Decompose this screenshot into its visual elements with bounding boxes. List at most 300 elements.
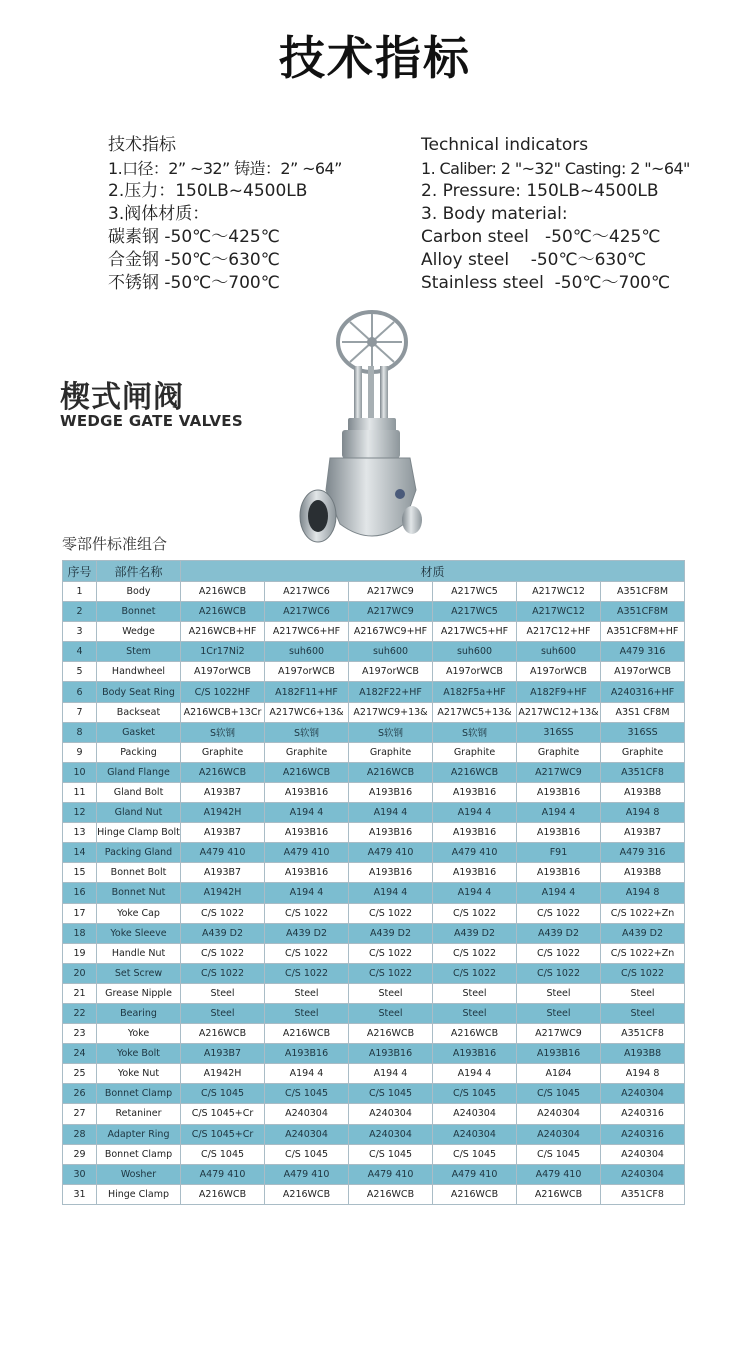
cell-material-4: A217WC5 bbox=[433, 602, 517, 622]
cell-material-2: A439 D2 bbox=[265, 923, 349, 943]
cell-material-1: C/S 1022 bbox=[181, 943, 265, 963]
cell-material-2: A217WC6+13& bbox=[265, 702, 349, 722]
cell-part-name: Backseat bbox=[97, 702, 181, 722]
cell-part-name: Yoke Sleeve bbox=[97, 923, 181, 943]
table-row bbox=[63, 1044, 685, 1064]
cell-part-name: Wosher bbox=[97, 1164, 181, 1184]
cell-material-4: A182F5a+HF bbox=[433, 682, 517, 702]
cell-part-name: Gland Flange bbox=[97, 762, 181, 782]
cell-material-4: Steel bbox=[433, 983, 517, 1003]
cell-material-3: A182F22+HF bbox=[349, 682, 433, 702]
cell-material-5: A1Ø4 bbox=[517, 1064, 601, 1084]
cell-material-5: A194 4 bbox=[517, 883, 601, 903]
table-row bbox=[63, 983, 685, 1003]
cell-material-1: A216WCB bbox=[181, 602, 265, 622]
cell-part-name: Set Screw bbox=[97, 963, 181, 983]
cell-material-3: A217WC9 bbox=[349, 582, 433, 602]
cell-part-name: Retaniner bbox=[97, 1104, 181, 1124]
cell-material-3: A217WC9+13& bbox=[349, 702, 433, 722]
cell-material-2: A217WC6 bbox=[265, 582, 349, 602]
cell-material-3: Graphite bbox=[349, 742, 433, 762]
table-row bbox=[63, 742, 685, 762]
product-name-cn: 楔式闸阀 bbox=[60, 380, 184, 415]
cell-no: 17 bbox=[63, 903, 97, 923]
cell-material-2: A194 4 bbox=[265, 803, 349, 823]
specs-cn-pressure: 2.压力：150LB~4500LB bbox=[108, 181, 308, 201]
cell-material-1: A193B7 bbox=[181, 782, 265, 802]
cell-material-2: Steel bbox=[265, 983, 349, 1003]
cell-material-5: suh600 bbox=[517, 642, 601, 662]
table-row bbox=[63, 903, 685, 923]
cell-material-6: Graphite bbox=[601, 742, 685, 762]
cell-material-4: suh600 bbox=[433, 642, 517, 662]
cell-material-6: A197orWCB bbox=[601, 662, 685, 682]
cell-material-5: A193B16 bbox=[517, 782, 601, 802]
cell-material-1: A216WCB bbox=[181, 582, 265, 602]
product-name-en: WEDGE GATE VALVES bbox=[60, 412, 243, 430]
cell-material-2: A240304 bbox=[265, 1124, 349, 1144]
cell-material-6: Steel bbox=[601, 983, 685, 1003]
cell-material-4: C/S 1022 bbox=[433, 903, 517, 923]
cell-part-name: Hinge Clamp Bolt bbox=[97, 823, 181, 843]
cell-material-3: A216WCB bbox=[349, 1184, 433, 1204]
cell-part-name: Bonnet Bolt bbox=[97, 863, 181, 883]
cell-material-3: A193B16 bbox=[349, 863, 433, 883]
cell-no: 16 bbox=[63, 883, 97, 903]
cell-material-4: C/S 1045 bbox=[433, 1144, 517, 1164]
cell-material-1: A1942H bbox=[181, 803, 265, 823]
table-row bbox=[63, 863, 685, 883]
cell-material-6: A479 316 bbox=[601, 843, 685, 863]
cell-material-2: C/S 1022 bbox=[265, 943, 349, 963]
cell-part-name: Gasket bbox=[97, 722, 181, 742]
cell-material-3: A216WCB bbox=[349, 762, 433, 782]
cell-material-2: C/S 1022 bbox=[265, 963, 349, 983]
cell-material-4: A479 410 bbox=[433, 843, 517, 863]
cell-material-1: A216WCB+HF bbox=[181, 622, 265, 642]
cell-material-5: C/S 1022 bbox=[517, 963, 601, 983]
cell-material-2: A216WCB bbox=[265, 1024, 349, 1044]
cell-part-name: Bearing bbox=[97, 1003, 181, 1023]
cell-part-name: Gland Nut bbox=[97, 803, 181, 823]
cell-material-5: Steel bbox=[517, 1003, 601, 1023]
cell-part-name: Body bbox=[97, 582, 181, 602]
cell-material-6: A240316+HF bbox=[601, 682, 685, 702]
cell-material-1: C/S 1045+Cr bbox=[181, 1124, 265, 1144]
cell-no: 29 bbox=[63, 1144, 97, 1164]
cell-material-2: A193B16 bbox=[265, 1044, 349, 1064]
cell-material-5: C/S 1022 bbox=[517, 903, 601, 923]
cell-no: 23 bbox=[63, 1024, 97, 1044]
cell-part-name: Bonnet Clamp bbox=[97, 1084, 181, 1104]
cell-material-3: C/S 1022 bbox=[349, 963, 433, 983]
table-header-row bbox=[63, 561, 685, 582]
cell-material-5: A217WC9 bbox=[517, 1024, 601, 1044]
cell-material-1: C/S 1022 bbox=[181, 903, 265, 923]
cell-material-6: A351CF8M bbox=[601, 582, 685, 602]
cell-material-3: A479 410 bbox=[349, 843, 433, 863]
cell-no: 14 bbox=[63, 843, 97, 863]
cell-material-2: C/S 1045 bbox=[265, 1144, 349, 1164]
cell-no: 13 bbox=[63, 823, 97, 843]
cell-material-2: A194 4 bbox=[265, 1064, 349, 1084]
cell-material-5: F91 bbox=[517, 843, 601, 863]
cell-material-3: A240304 bbox=[349, 1104, 433, 1124]
header-part-name: 部件名称 bbox=[97, 561, 181, 582]
cell-material-2: A479 410 bbox=[265, 1164, 349, 1184]
table-row bbox=[63, 1104, 685, 1124]
cell-part-name: Packing Gland bbox=[97, 843, 181, 863]
cell-material-1: A216WCB bbox=[181, 762, 265, 782]
cell-material-3: C/S 1022 bbox=[349, 943, 433, 963]
specs-cn-carbon: 碳素钢 -50℃～425℃ bbox=[108, 227, 280, 247]
cell-material-3: C/S 1022 bbox=[349, 903, 433, 923]
cell-material-2: A197orWCB bbox=[265, 662, 349, 682]
cell-material-5: A240304 bbox=[517, 1124, 601, 1144]
cell-material-5: C/S 1045 bbox=[517, 1144, 601, 1164]
cell-material-2: A193B16 bbox=[265, 823, 349, 843]
cell-material-4: A240304 bbox=[433, 1104, 517, 1124]
cell-material-1: A216WCB bbox=[181, 1024, 265, 1044]
cell-material-4: A216WCB bbox=[433, 1024, 517, 1044]
cell-material-3: A194 4 bbox=[349, 803, 433, 823]
table-row bbox=[63, 582, 685, 602]
cell-material-1: Graphite bbox=[181, 742, 265, 762]
table-row bbox=[63, 642, 685, 662]
specs-cn-stainless: 不锈钢 -50℃～700℃ bbox=[108, 273, 280, 293]
cell-part-name: Grease Nipple bbox=[97, 983, 181, 1003]
specs-en-heading: Technical indicators bbox=[421, 135, 589, 155]
cell-material-3: A479 410 bbox=[349, 1164, 433, 1184]
cell-material-6: Steel bbox=[601, 1003, 685, 1023]
cell-material-1: A479 410 bbox=[181, 843, 265, 863]
cell-material-3: suh600 bbox=[349, 642, 433, 662]
specs-en-carbon: Carbon steel -50℃～425℃ bbox=[421, 227, 661, 247]
cell-material-4: A194 4 bbox=[433, 883, 517, 903]
cell-material-6: A194 8 bbox=[601, 803, 685, 823]
cell-material-4: A194 4 bbox=[433, 803, 517, 823]
cell-part-name: Bonnet Nut bbox=[97, 883, 181, 903]
table-row bbox=[63, 702, 685, 722]
cell-material-4: A217WC5 bbox=[433, 582, 517, 602]
cell-material-1: Steel bbox=[181, 1003, 265, 1023]
cell-material-6: A240304 bbox=[601, 1164, 685, 1184]
cell-material-1: S软钢 bbox=[181, 722, 265, 742]
specs-cn-caliber: 1.口径：2” ~32” 铸造：2” ~64” bbox=[108, 159, 342, 178]
cell-material-1: A1942H bbox=[181, 1064, 265, 1084]
cell-material-5: A217WC12+13& bbox=[517, 702, 601, 722]
cell-no: 28 bbox=[63, 1124, 97, 1144]
cell-material-5: C/S 1022 bbox=[517, 943, 601, 963]
cell-material-5: A182F9+HF bbox=[517, 682, 601, 702]
cell-material-5: Steel bbox=[517, 983, 601, 1003]
cell-no: 1 bbox=[63, 582, 97, 602]
cell-material-4: A217WC5+HF bbox=[433, 622, 517, 642]
table-row bbox=[63, 622, 685, 642]
cell-material-6: C/S 1022+Zn bbox=[601, 943, 685, 963]
cell-no: 8 bbox=[63, 722, 97, 742]
cell-material-3: A240304 bbox=[349, 1124, 433, 1144]
header-no: 序号 bbox=[63, 561, 97, 582]
cell-material-3: A216WCB bbox=[349, 1024, 433, 1044]
cell-part-name: Yoke Nut bbox=[97, 1064, 181, 1084]
cell-material-5: C/S 1045 bbox=[517, 1084, 601, 1104]
cell-material-2: C/S 1045 bbox=[265, 1084, 349, 1104]
cell-no: 20 bbox=[63, 963, 97, 983]
cell-material-6: A351CF8 bbox=[601, 1184, 685, 1204]
cell-part-name: Gland Bolt bbox=[97, 782, 181, 802]
cell-part-name: Wedge bbox=[97, 622, 181, 642]
cell-material-4: A193B16 bbox=[433, 863, 517, 883]
cell-material-6: A240316 bbox=[601, 1104, 685, 1124]
cell-no: 11 bbox=[63, 782, 97, 802]
table-row bbox=[63, 602, 685, 622]
cell-material-5: A217C12+HF bbox=[517, 622, 601, 642]
table-row bbox=[63, 1024, 685, 1044]
cell-material-5: Graphite bbox=[517, 742, 601, 762]
table-row bbox=[63, 803, 685, 823]
cell-material-4: A439 D2 bbox=[433, 923, 517, 943]
specs-en-stainless: Stainless steel -50℃～700℃ bbox=[421, 273, 671, 293]
specs-cn-body-material: 3.阀体材质： bbox=[108, 204, 210, 224]
cell-material-4: Graphite bbox=[433, 742, 517, 762]
table-row bbox=[63, 1064, 685, 1084]
cell-material-5: A439 D2 bbox=[517, 923, 601, 943]
cell-material-4: A193B16 bbox=[433, 782, 517, 802]
cell-material-6: A351CF8M bbox=[601, 602, 685, 622]
cell-material-4: C/S 1045 bbox=[433, 1084, 517, 1104]
specs-en-alloy: Alloy steel -50℃～630℃ bbox=[421, 250, 647, 270]
cell-material-2: A216WCB bbox=[265, 1184, 349, 1204]
cell-material-1: A193B7 bbox=[181, 1044, 265, 1064]
cell-part-name: Stem bbox=[97, 642, 181, 662]
cell-part-name: Handwheel bbox=[97, 662, 181, 682]
table-body bbox=[63, 582, 685, 1205]
parts-material-table bbox=[62, 560, 685, 1205]
cell-material-4: A197orWCB bbox=[433, 662, 517, 682]
cell-material-1: A216WCB+13Cr bbox=[181, 702, 265, 722]
cell-material-5: A240304 bbox=[517, 1104, 601, 1124]
table-caption: 零部件标准组合 bbox=[62, 535, 168, 553]
cell-material-3: A2167WC9+HF bbox=[349, 622, 433, 642]
cell-material-4: A217WC5+13& bbox=[433, 702, 517, 722]
cell-part-name: Packing bbox=[97, 742, 181, 762]
cell-material-2: A182F11+HF bbox=[265, 682, 349, 702]
cell-material-5: A217WC9 bbox=[517, 762, 601, 782]
cell-part-name: Bonnet Clamp bbox=[97, 1144, 181, 1164]
cell-material-5: A216WCB bbox=[517, 1184, 601, 1204]
cell-material-3: A193B16 bbox=[349, 823, 433, 843]
cell-no: 2 bbox=[63, 602, 97, 622]
table-row bbox=[63, 1124, 685, 1144]
cell-material-6: A439 D2 bbox=[601, 923, 685, 943]
cell-material-1: A216WCB bbox=[181, 1184, 265, 1204]
table-row bbox=[63, 943, 685, 963]
specs-cn-heading: 技术指标 bbox=[108, 135, 176, 155]
cell-material-3: A439 D2 bbox=[349, 923, 433, 943]
table-row bbox=[63, 1164, 685, 1184]
cell-no: 9 bbox=[63, 742, 97, 762]
cell-material-2: Graphite bbox=[265, 742, 349, 762]
cell-material-4: S软钢 bbox=[433, 722, 517, 742]
cell-material-2: A193B16 bbox=[265, 782, 349, 802]
table-row bbox=[63, 722, 685, 742]
cell-no: 31 bbox=[63, 1184, 97, 1204]
cell-material-3: A193B16 bbox=[349, 782, 433, 802]
specs-english bbox=[421, 134, 741, 295]
cell-material-3: A197orWCB bbox=[349, 662, 433, 682]
cell-material-6: A193B7 bbox=[601, 823, 685, 843]
cell-material-2: A217WC6 bbox=[265, 602, 349, 622]
cell-material-6: C/S 1022 bbox=[601, 963, 685, 983]
cell-no: 3 bbox=[63, 622, 97, 642]
cell-material-3: A193B16 bbox=[349, 1044, 433, 1064]
cell-no: 24 bbox=[63, 1044, 97, 1064]
specs-en-pressure: 2. Pressure: 150LB~4500LB bbox=[421, 181, 659, 201]
cell-material-6: A3S1 CF8M bbox=[601, 702, 685, 722]
cell-material-3: S软钢 bbox=[349, 722, 433, 742]
cell-material-5: A193B16 bbox=[517, 1044, 601, 1064]
cell-material-3: C/S 1045 bbox=[349, 1144, 433, 1164]
cell-part-name: Handle Nut bbox=[97, 943, 181, 963]
cell-material-4: A216WCB bbox=[433, 1184, 517, 1204]
table-row bbox=[63, 1003, 685, 1023]
cell-material-1: C/S 1022 bbox=[181, 963, 265, 983]
cell-material-4: A216WCB bbox=[433, 762, 517, 782]
cell-material-3: Steel bbox=[349, 983, 433, 1003]
cell-material-1: Steel bbox=[181, 983, 265, 1003]
cell-part-name: Bonnet bbox=[97, 602, 181, 622]
cell-no: 21 bbox=[63, 983, 97, 1003]
cell-material-5: A479 410 bbox=[517, 1164, 601, 1184]
cell-material-3: Steel bbox=[349, 1003, 433, 1023]
cell-material-2: Steel bbox=[265, 1003, 349, 1023]
cell-no: 10 bbox=[63, 762, 97, 782]
cell-material-5: A194 4 bbox=[517, 803, 601, 823]
cell-part-name: Adapter Ring bbox=[97, 1124, 181, 1144]
cell-material-5: A197orWCB bbox=[517, 662, 601, 682]
specs-cn-alloy: 合金钢 -50℃～630℃ bbox=[108, 250, 280, 270]
cell-material-3: A194 4 bbox=[349, 1064, 433, 1084]
table-row bbox=[63, 923, 685, 943]
cell-material-6: A193B8 bbox=[601, 1044, 685, 1064]
cell-material-1: A193B7 bbox=[181, 823, 265, 843]
cell-material-5: A217WC12 bbox=[517, 602, 601, 622]
cell-material-6: A479 316 bbox=[601, 642, 685, 662]
cell-no: 22 bbox=[63, 1003, 97, 1023]
cell-material-6: A194 8 bbox=[601, 883, 685, 903]
specs-chinese bbox=[108, 134, 408, 295]
table-row bbox=[63, 762, 685, 782]
cell-material-6: A194 8 bbox=[601, 1064, 685, 1084]
cell-material-3: A217WC9 bbox=[349, 602, 433, 622]
cell-material-4: C/S 1022 bbox=[433, 943, 517, 963]
table-row bbox=[63, 662, 685, 682]
table-row bbox=[63, 883, 685, 903]
cell-material-1: C/S 1045 bbox=[181, 1084, 265, 1104]
cell-material-2: A193B16 bbox=[265, 863, 349, 883]
cell-material-6: A351CF8 bbox=[601, 1024, 685, 1044]
cell-no: 6 bbox=[63, 682, 97, 702]
cell-no: 26 bbox=[63, 1084, 97, 1104]
cell-no: 19 bbox=[63, 943, 97, 963]
cell-material-6: C/S 1022+Zn bbox=[601, 903, 685, 923]
page-title: 技术指标 bbox=[279, 31, 471, 85]
cell-material-1: A193B7 bbox=[181, 863, 265, 883]
cell-material-2: A194 4 bbox=[265, 883, 349, 903]
cell-no: 15 bbox=[63, 863, 97, 883]
cell-no: 4 bbox=[63, 642, 97, 662]
table-row bbox=[63, 782, 685, 802]
cell-no: 18 bbox=[63, 923, 97, 943]
cell-material-2: A216WCB bbox=[265, 762, 349, 782]
cell-material-1: C/S 1045 bbox=[181, 1144, 265, 1164]
cell-material-1: C/S 1022HF bbox=[181, 682, 265, 702]
cell-material-1: A479 410 bbox=[181, 1164, 265, 1184]
cell-material-2: suh600 bbox=[265, 642, 349, 662]
cell-part-name: Yoke bbox=[97, 1024, 181, 1044]
cell-material-6: 316SS bbox=[601, 722, 685, 742]
cell-material-6: A351CF8 bbox=[601, 762, 685, 782]
cell-material-6: A193B8 bbox=[601, 863, 685, 883]
cell-material-2: C/S 1022 bbox=[265, 903, 349, 923]
cell-material-3: A194 4 bbox=[349, 883, 433, 903]
cell-material-4: A193B16 bbox=[433, 1044, 517, 1064]
cell-no: 25 bbox=[63, 1064, 97, 1084]
cell-material-2: A240304 bbox=[265, 1104, 349, 1124]
cell-material-1: A439 D2 bbox=[181, 923, 265, 943]
cell-material-1: A1942H bbox=[181, 883, 265, 903]
table-row bbox=[63, 823, 685, 843]
gate-valve-image bbox=[292, 308, 432, 556]
cell-material-4: A194 4 bbox=[433, 1064, 517, 1084]
header-material: 材质 bbox=[181, 561, 685, 582]
cell-material-4: A240304 bbox=[433, 1124, 517, 1144]
cell-part-name: Body Seat Ring bbox=[97, 682, 181, 702]
table-row bbox=[63, 1144, 685, 1164]
cell-part-name: Hinge Clamp bbox=[97, 1184, 181, 1204]
cell-material-6: A240304 bbox=[601, 1144, 685, 1164]
cell-material-4: A193B16 bbox=[433, 823, 517, 843]
cell-material-6: A240304 bbox=[601, 1084, 685, 1104]
cell-part-name: Yoke Bolt bbox=[97, 1044, 181, 1064]
cell-material-5: A217WC12 bbox=[517, 582, 601, 602]
cell-material-1: C/S 1045+Cr bbox=[181, 1104, 265, 1124]
cell-material-2: S软钢 bbox=[265, 722, 349, 742]
table-row bbox=[63, 963, 685, 983]
cell-no: 12 bbox=[63, 803, 97, 823]
cell-material-4: C/S 1022 bbox=[433, 963, 517, 983]
cell-material-2: A479 410 bbox=[265, 843, 349, 863]
cell-no: 5 bbox=[63, 662, 97, 682]
cell-material-6: A240316 bbox=[601, 1124, 685, 1144]
cell-no: 30 bbox=[63, 1164, 97, 1184]
cell-material-4: Steel bbox=[433, 1003, 517, 1023]
cell-material-6: A193B8 bbox=[601, 782, 685, 802]
cell-no: 27 bbox=[63, 1104, 97, 1124]
cell-no: 7 bbox=[63, 702, 97, 722]
table-row bbox=[63, 1084, 685, 1104]
cell-material-1: 1Cr17Ni2 bbox=[181, 642, 265, 662]
cell-material-5: 316SS bbox=[517, 722, 601, 742]
specs-en-body-material: 3. Body material: bbox=[421, 204, 568, 224]
specs-en-caliber: 1. Caliber: 2 "~32" Casting: 2 "~64" bbox=[421, 159, 690, 178]
cell-material-5: A193B16 bbox=[517, 863, 601, 883]
table-row bbox=[63, 843, 685, 863]
cell-material-2: A217WC6+HF bbox=[265, 622, 349, 642]
cell-material-5: A193B16 bbox=[517, 823, 601, 843]
cell-material-1: A197orWCB bbox=[181, 662, 265, 682]
